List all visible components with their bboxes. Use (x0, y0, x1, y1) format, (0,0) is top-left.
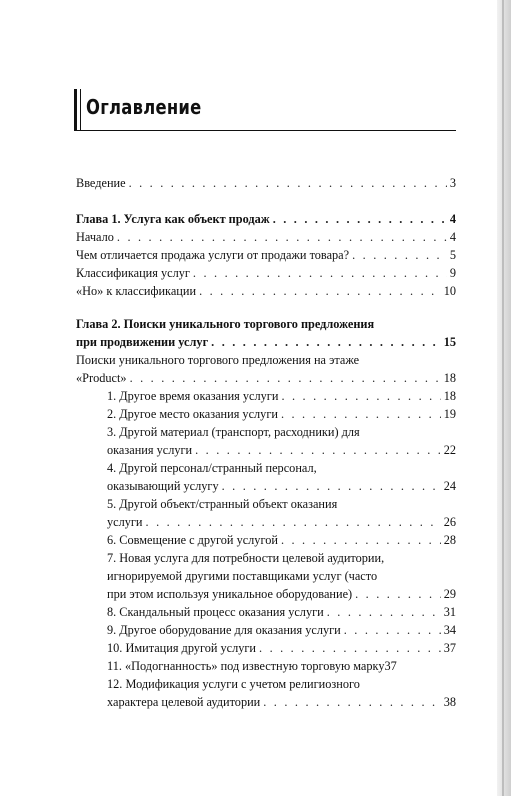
toc-header (74, 89, 456, 131)
header-bar-thick (74, 89, 77, 131)
leader-dots (130, 369, 441, 387)
toc-subentry-3-line[interactable]: 3. Другой материал (транспорт, расходники) для (107, 425, 360, 439)
leader-dots (281, 531, 441, 549)
toc-subentry-5[interactable] (76, 513, 456, 531)
entry-title: 1. Другое время оказания услуги (107, 389, 279, 403)
entry-title: 2. Другое место оказания услуги (107, 407, 278, 421)
entry-page: 29 (443, 587, 456, 601)
entry-title: при этом используя уникальное оборудование) (107, 587, 353, 601)
entry-page: 5 (449, 248, 456, 262)
header-rule (74, 130, 456, 131)
toc-entry-start[interactable] (76, 228, 456, 246)
leader-dots (327, 603, 441, 621)
toc-subentry-8[interactable] (76, 603, 456, 621)
toc-subentry-6[interactable] (76, 531, 456, 549)
entry-title: «Но» к классификации (76, 284, 197, 298)
page-edge (497, 0, 511, 796)
entry-title: 10. Имитация другой услуги (107, 641, 257, 655)
entry-title: характера целевой аудитории (107, 695, 261, 709)
entry-title: Начало (76, 230, 114, 244)
leader-dots (273, 210, 447, 228)
toc-entry-classification[interactable] (76, 264, 456, 282)
entry-page: 37 (384, 659, 397, 673)
toc-subentry-12[interactable] (76, 693, 456, 711)
leader-dots (222, 477, 441, 495)
entry-title: 6. Совмещение с другой услугой (107, 533, 278, 547)
entry-title: 8. Скандальный процесс оказания услуги (107, 605, 324, 619)
entry-page: 38 (443, 695, 456, 709)
entry-title: Чем отличается продажа услуги от продажи товара? (76, 248, 350, 262)
entry-title: оказывающий услугу (107, 479, 219, 493)
entry-page: 18 (443, 371, 456, 385)
toc-subentry-7[interactable] (76, 585, 456, 603)
toc-entry-search[interactable] (76, 369, 456, 387)
toc-subentry-9[interactable] (76, 621, 456, 639)
entry-title: Классификация услуг (76, 266, 190, 280)
toc-entry-difference[interactable] (76, 246, 456, 264)
entry-page: 3 (449, 176, 456, 190)
toc-subentry-1[interactable] (76, 387, 456, 405)
toc-subentry-11[interactable] (76, 657, 456, 675)
leader-dots (259, 639, 441, 657)
entry-page: 26 (443, 515, 456, 529)
leader-dots (355, 585, 441, 603)
entry-title: услуги (107, 515, 143, 529)
toc-entry-but-classification[interactable] (76, 282, 456, 300)
entry-title: 9. Другое оборудование для оказания услуги (107, 623, 341, 637)
toc-subentry-5-line[interactable]: 5. Другой объект/странный объект оказания (107, 497, 338, 511)
leader-dots (281, 387, 440, 405)
leader-dots (195, 441, 441, 459)
chapter-2-title-line[interactable]: Глава 2. Поиски уникального торгового предложения (76, 317, 375, 331)
entry-page: 18 (443, 389, 456, 403)
entry-page: 22 (443, 443, 456, 457)
leader-dots (263, 693, 440, 711)
leader-dots (193, 264, 447, 282)
toc-subentry-10[interactable] (76, 639, 456, 657)
toc-entry-intro[interactable] (76, 174, 456, 192)
entry-title: Введение (76, 176, 126, 190)
toc-entry-search-line[interactable]: Поиски уникального торгового предложения на этаже (76, 353, 360, 367)
leader-dots (281, 405, 441, 423)
entry-page: 37 (443, 641, 456, 655)
page-title: Оглавление (86, 95, 202, 119)
leader-dots (129, 174, 447, 192)
entry-page: 9 (449, 266, 456, 280)
leader-dots (211, 333, 441, 351)
toc-subentry-7-line-1[interactable]: 7. Новая услуга для потребности целевой аудитории, (107, 551, 385, 565)
leader-dots (117, 228, 447, 246)
leader-dots (146, 513, 441, 531)
toc-subentry-12-line[interactable]: 12. Модификация услуги с учетом религиозного (107, 677, 360, 691)
spacer (76, 300, 456, 315)
toc-subentry-4-line[interactable]: 4. Другой персонал/странный персонал, (107, 461, 317, 475)
entry-title: оказания услуги (107, 443, 193, 457)
leader-dots (199, 282, 441, 300)
toc-subentry-7-line-2[interactable]: игнорируемой другими поставщиками услуг (часто (107, 569, 378, 583)
entry-page: 15 (443, 335, 456, 349)
header-bar-thin (80, 89, 81, 131)
entry-page: 24 (443, 479, 456, 493)
chapter-title: Глава 1. Услуга как объект продаж (76, 212, 270, 226)
leader-dots (344, 621, 441, 639)
toc-chapter-1[interactable] (76, 210, 456, 228)
entry-page: 19 (443, 407, 456, 421)
entry-page: 28 (443, 533, 456, 547)
entry-page: 4 (449, 212, 456, 226)
toc-subentry-3[interactable] (76, 441, 456, 459)
toc-subentry-4[interactable] (76, 477, 456, 495)
toc-chapter-2[interactable] (76, 333, 456, 351)
entry-page: 4 (449, 230, 456, 244)
entry-page: 10 (443, 284, 456, 298)
entry-title: «Product» (76, 371, 127, 385)
entry-page: 31 (443, 605, 456, 619)
spacer (76, 192, 456, 210)
chapter-title: при продвижении услуг (76, 335, 209, 349)
leader-dots (352, 246, 447, 264)
entry-title: 11. «Подогнанность» под известную торговую марку (107, 659, 385, 673)
table-of-contents (76, 174, 456, 711)
entry-page: 34 (443, 623, 456, 637)
toc-subentry-2[interactable] (76, 405, 456, 423)
